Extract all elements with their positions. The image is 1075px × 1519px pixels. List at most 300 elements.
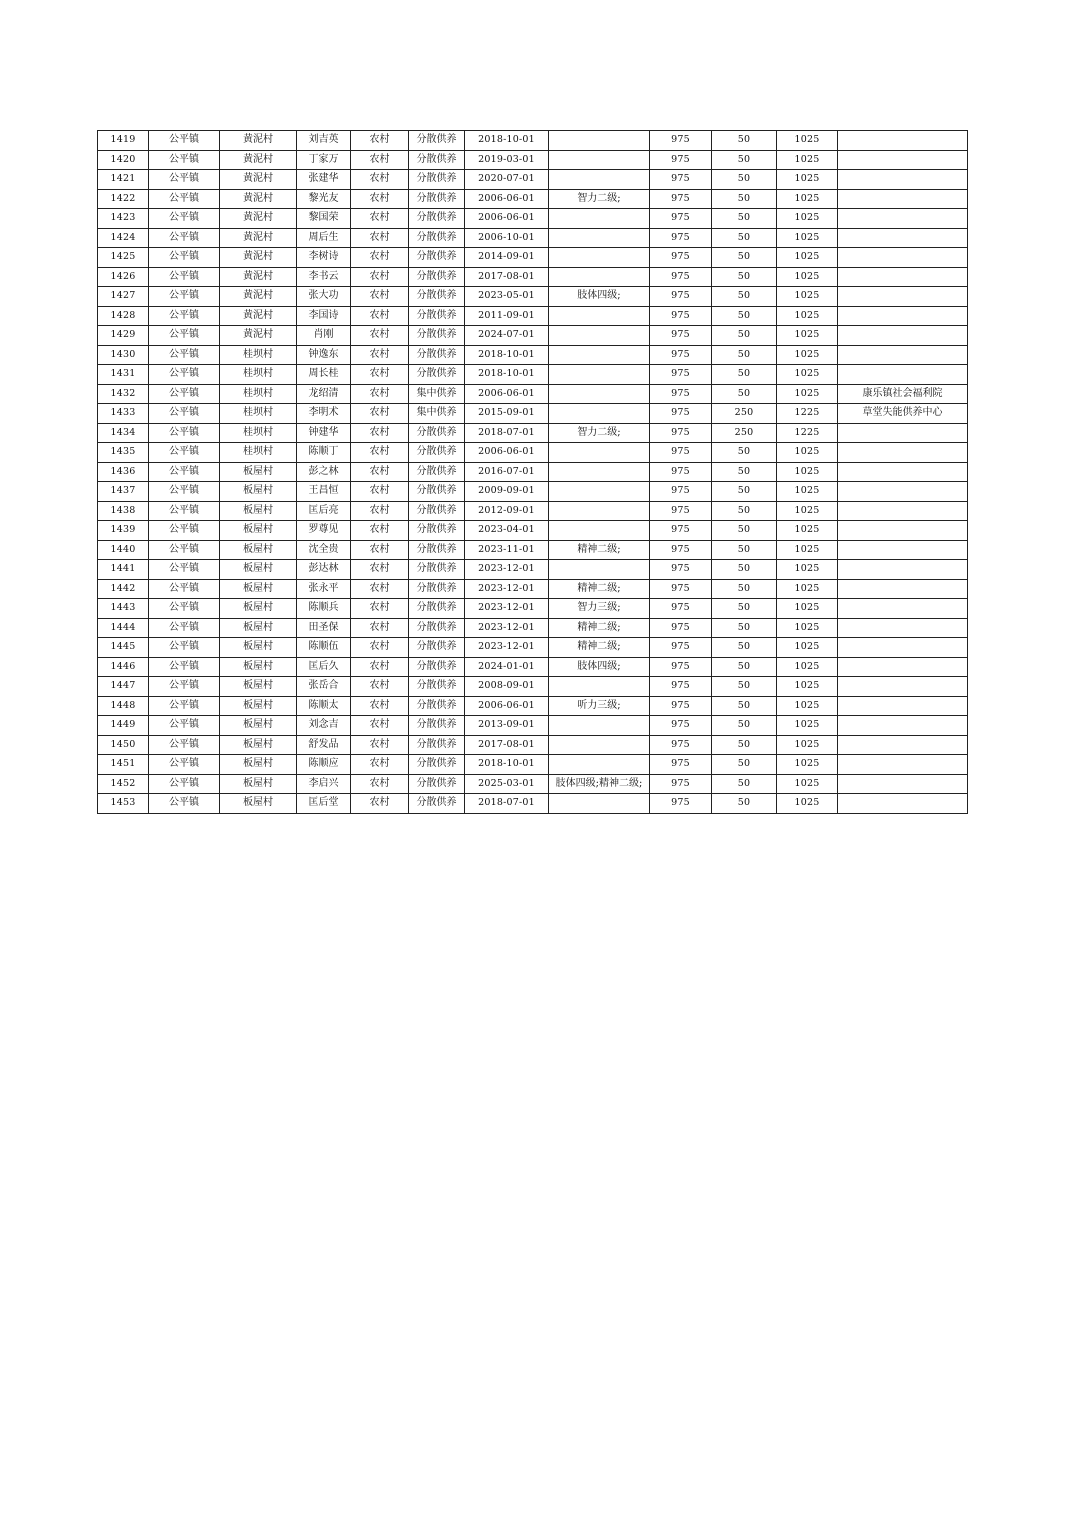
total-cell: 1025: [777, 599, 838, 619]
village-cell: 黄泥村: [220, 131, 297, 151]
village-cell: 桂坝村: [220, 404, 297, 424]
institution-cell: [838, 677, 968, 697]
institution-cell: [838, 579, 968, 599]
name-cell: 李启兴: [297, 774, 351, 794]
name-cell: 龙绍清: [297, 384, 351, 404]
base-amount-cell: 975: [650, 579, 712, 599]
village-cell: 板屋村: [220, 638, 297, 658]
name-cell: 黎光友: [297, 189, 351, 209]
base-amount-cell: 975: [650, 618, 712, 638]
total-cell: 1025: [777, 248, 838, 268]
village-cell: 桂坝村: [220, 345, 297, 365]
town-cell: 公平镇: [149, 189, 220, 209]
table-row: [98, 677, 968, 697]
town-cell: 公平镇: [149, 560, 220, 580]
subsidy-cell: 50: [712, 735, 777, 755]
village-cell: 黄泥村: [220, 287, 297, 307]
institution-cell: [838, 560, 968, 580]
town-cell: 公平镇: [149, 423, 220, 443]
seq-cell: 1425: [98, 248, 149, 268]
disability-cell: 听力三级;: [549, 696, 650, 716]
date-cell: 2018-10-01: [465, 345, 549, 365]
subsidy-cell: 50: [712, 774, 777, 794]
institution-cell: [838, 540, 968, 560]
name-cell: 罗尊见: [297, 521, 351, 541]
support-type-cell: 分散供养: [409, 755, 465, 775]
seq-cell: 1443: [98, 599, 149, 619]
table-row: [98, 404, 968, 424]
seq-cell: 1423: [98, 209, 149, 229]
disability-cell: [549, 501, 650, 521]
seq-cell: 1435: [98, 443, 149, 463]
base-amount-cell: 975: [650, 267, 712, 287]
name-cell: 李书云: [297, 267, 351, 287]
base-amount-cell: 975: [650, 170, 712, 190]
area-cell: 农村: [351, 170, 409, 190]
town-cell: 公平镇: [149, 618, 220, 638]
base-amount-cell: 975: [650, 482, 712, 502]
seq-cell: 1432: [98, 384, 149, 404]
support-type-cell: 分散供养: [409, 735, 465, 755]
name-cell: 陈顺太: [297, 696, 351, 716]
support-type-cell: 分散供养: [409, 521, 465, 541]
support-type-cell: 分散供养: [409, 345, 465, 365]
total-cell: 1025: [777, 482, 838, 502]
seq-cell: 1438: [98, 501, 149, 521]
subsidy-cell: 50: [712, 677, 777, 697]
base-amount-cell: 975: [650, 326, 712, 346]
seq-cell: 1434: [98, 423, 149, 443]
total-cell: 1025: [777, 560, 838, 580]
base-amount-cell: 975: [650, 462, 712, 482]
village-cell: 板屋村: [220, 716, 297, 736]
town-cell: 公平镇: [149, 638, 220, 658]
area-cell: 农村: [351, 150, 409, 170]
disability-cell: [549, 443, 650, 463]
date-cell: 2023-11-01: [465, 540, 549, 560]
table-row: [98, 540, 968, 560]
village-cell: 板屋村: [220, 618, 297, 638]
name-cell: 张建华: [297, 170, 351, 190]
disability-cell: [549, 404, 650, 424]
town-cell: 公平镇: [149, 365, 220, 385]
name-cell: 张岳合: [297, 677, 351, 697]
institution-cell: [838, 131, 968, 151]
subsidy-cell: 50: [712, 638, 777, 658]
name-cell: 彭之林: [297, 462, 351, 482]
base-amount-cell: 975: [650, 131, 712, 151]
disability-cell: [549, 794, 650, 814]
total-cell: 1025: [777, 716, 838, 736]
base-amount-cell: 975: [650, 423, 712, 443]
name-cell: 刘吉英: [297, 131, 351, 151]
disability-cell: [549, 326, 650, 346]
area-cell: 农村: [351, 306, 409, 326]
total-cell: 1025: [777, 677, 838, 697]
table-row: [98, 170, 968, 190]
town-cell: 公平镇: [149, 267, 220, 287]
disability-cell: [549, 345, 650, 365]
disability-cell: [549, 735, 650, 755]
total-cell: 1025: [777, 540, 838, 560]
date-cell: 2008-09-01: [465, 677, 549, 697]
subsidy-cell: 250: [712, 423, 777, 443]
table-row: [98, 306, 968, 326]
disability-cell: [549, 150, 650, 170]
support-type-cell: 分散供养: [409, 209, 465, 229]
base-amount-cell: 975: [650, 501, 712, 521]
institution-cell: [838, 501, 968, 521]
village-cell: 黄泥村: [220, 248, 297, 268]
subsidy-cell: 50: [712, 228, 777, 248]
institution-cell: [838, 774, 968, 794]
support-type-cell: 分散供养: [409, 579, 465, 599]
name-cell: 李明术: [297, 404, 351, 424]
village-cell: 黄泥村: [220, 228, 297, 248]
subsidy-cell: 50: [712, 365, 777, 385]
area-cell: 农村: [351, 774, 409, 794]
institution-cell: [838, 599, 968, 619]
total-cell: 1025: [777, 365, 838, 385]
disability-cell: [549, 560, 650, 580]
seq-cell: 1420: [98, 150, 149, 170]
roster-table: [97, 130, 968, 814]
institution-cell: [838, 482, 968, 502]
base-amount-cell: 975: [650, 189, 712, 209]
table-row: [98, 794, 968, 814]
base-amount-cell: 975: [650, 677, 712, 697]
support-type-cell: 分散供养: [409, 794, 465, 814]
support-type-cell: 分散供养: [409, 131, 465, 151]
disability-cell: [549, 131, 650, 151]
village-cell: 板屋村: [220, 774, 297, 794]
subsidy-cell: 50: [712, 345, 777, 365]
base-amount-cell: 975: [650, 696, 712, 716]
institution-cell: [838, 755, 968, 775]
institution-cell: [838, 189, 968, 209]
seq-cell: 1450: [98, 735, 149, 755]
name-cell: 匡后久: [297, 657, 351, 677]
date-cell: 2006-06-01: [465, 209, 549, 229]
area-cell: 农村: [351, 248, 409, 268]
table-row: [98, 345, 968, 365]
disability-cell: [549, 306, 650, 326]
seq-cell: 1430: [98, 345, 149, 365]
village-cell: 桂坝村: [220, 423, 297, 443]
support-type-cell: 分散供养: [409, 228, 465, 248]
town-cell: 公平镇: [149, 228, 220, 248]
subsidy-cell: 50: [712, 482, 777, 502]
base-amount-cell: 975: [650, 209, 712, 229]
disability-cell: 肢体四级;: [549, 657, 650, 677]
town-cell: 公平镇: [149, 326, 220, 346]
table-row: [98, 579, 968, 599]
roster-body: [98, 131, 968, 814]
support-type-cell: 分散供养: [409, 306, 465, 326]
area-cell: 农村: [351, 326, 409, 346]
seq-cell: 1437: [98, 482, 149, 502]
disability-cell: 智力三级;: [549, 599, 650, 619]
village-cell: 黄泥村: [220, 209, 297, 229]
date-cell: 2023-12-01: [465, 579, 549, 599]
date-cell: 2006-06-01: [465, 443, 549, 463]
date-cell: 2023-12-01: [465, 638, 549, 658]
area-cell: 农村: [351, 209, 409, 229]
disability-cell: 精神二级;: [549, 540, 650, 560]
village-cell: 板屋村: [220, 696, 297, 716]
subsidy-cell: 50: [712, 209, 777, 229]
town-cell: 公平镇: [149, 209, 220, 229]
date-cell: 2017-08-01: [465, 735, 549, 755]
table-row: [98, 326, 968, 346]
subsidy-cell: 50: [712, 131, 777, 151]
area-cell: 农村: [351, 560, 409, 580]
total-cell: 1025: [777, 735, 838, 755]
support-type-cell: 分散供养: [409, 287, 465, 307]
date-cell: 2006-06-01: [465, 189, 549, 209]
base-amount-cell: 975: [650, 560, 712, 580]
village-cell: 黄泥村: [220, 150, 297, 170]
seq-cell: 1436: [98, 462, 149, 482]
seq-cell: 1426: [98, 267, 149, 287]
total-cell: 1025: [777, 443, 838, 463]
seq-cell: 1445: [98, 638, 149, 658]
disability-cell: [549, 462, 650, 482]
date-cell: 2017-08-01: [465, 267, 549, 287]
disability-cell: 肢体四级;: [549, 287, 650, 307]
town-cell: 公平镇: [149, 540, 220, 560]
table-row: [98, 735, 968, 755]
area-cell: 农村: [351, 521, 409, 541]
disability-cell: [549, 521, 650, 541]
total-cell: 1025: [777, 228, 838, 248]
seq-cell: 1447: [98, 677, 149, 697]
table-row: [98, 287, 968, 307]
town-cell: 公平镇: [149, 287, 220, 307]
base-amount-cell: 975: [650, 365, 712, 385]
name-cell: 陈顺应: [297, 755, 351, 775]
date-cell: 2013-09-01: [465, 716, 549, 736]
date-cell: 2023-12-01: [465, 560, 549, 580]
subsidy-cell: 50: [712, 306, 777, 326]
subsidy-cell: 50: [712, 696, 777, 716]
subsidy-cell: 50: [712, 716, 777, 736]
town-cell: 公平镇: [149, 345, 220, 365]
disability-cell: [549, 209, 650, 229]
table-row: [98, 755, 968, 775]
disability-cell: 智力二级;: [549, 423, 650, 443]
village-cell: 板屋村: [220, 755, 297, 775]
total-cell: 1225: [777, 423, 838, 443]
area-cell: 农村: [351, 384, 409, 404]
date-cell: 2006-10-01: [465, 228, 549, 248]
support-type-cell: 分散供养: [409, 657, 465, 677]
village-cell: 板屋村: [220, 462, 297, 482]
institution-cell: [838, 345, 968, 365]
support-type-cell: 分散供养: [409, 774, 465, 794]
disability-cell: [549, 170, 650, 190]
town-cell: 公平镇: [149, 462, 220, 482]
table-row: [98, 696, 968, 716]
date-cell: 2023-04-01: [465, 521, 549, 541]
name-cell: 王昌恒: [297, 482, 351, 502]
subsidy-cell: 50: [712, 501, 777, 521]
date-cell: 2015-09-01: [465, 404, 549, 424]
total-cell: 1025: [777, 501, 838, 521]
name-cell: 钟逸东: [297, 345, 351, 365]
institution-cell: [838, 306, 968, 326]
disability-cell: [549, 267, 650, 287]
name-cell: 陈顺伍: [297, 638, 351, 658]
institution-cell: [838, 267, 968, 287]
date-cell: 2018-10-01: [465, 755, 549, 775]
name-cell: 陈顺兵: [297, 599, 351, 619]
table-row: [98, 657, 968, 677]
subsidy-cell: 50: [712, 599, 777, 619]
seq-cell: 1449: [98, 716, 149, 736]
institution-cell: 草堂失能供养中心: [838, 404, 968, 424]
institution-cell: [838, 618, 968, 638]
support-type-cell: 分散供养: [409, 170, 465, 190]
table-row: [98, 521, 968, 541]
subsidy-cell: 50: [712, 755, 777, 775]
name-cell: 张永平: [297, 579, 351, 599]
town-cell: 公平镇: [149, 774, 220, 794]
support-type-cell: 分散供养: [409, 677, 465, 697]
total-cell: 1025: [777, 326, 838, 346]
disability-cell: [549, 228, 650, 248]
table-row: [98, 443, 968, 463]
support-type-cell: 分散供养: [409, 560, 465, 580]
seq-cell: 1421: [98, 170, 149, 190]
name-cell: 刘念吉: [297, 716, 351, 736]
support-type-cell: 集中供养: [409, 404, 465, 424]
name-cell: 舒发品: [297, 735, 351, 755]
base-amount-cell: 975: [650, 716, 712, 736]
area-cell: 农村: [351, 131, 409, 151]
name-cell: 田圣保: [297, 618, 351, 638]
town-cell: 公平镇: [149, 579, 220, 599]
total-cell: 1025: [777, 306, 838, 326]
table-row: [98, 638, 968, 658]
total-cell: 1025: [777, 696, 838, 716]
support-type-cell: 分散供养: [409, 482, 465, 502]
subsidy-cell: 50: [712, 267, 777, 287]
village-cell: 黄泥村: [220, 170, 297, 190]
area-cell: 农村: [351, 599, 409, 619]
name-cell: 周长桂: [297, 365, 351, 385]
table-row: [98, 189, 968, 209]
village-cell: 板屋村: [220, 521, 297, 541]
support-type-cell: 分散供养: [409, 443, 465, 463]
area-cell: 农村: [351, 618, 409, 638]
support-type-cell: 分散供养: [409, 423, 465, 443]
date-cell: 2016-07-01: [465, 462, 549, 482]
disability-cell: 肢体四级;精神二级;: [549, 774, 650, 794]
seq-cell: 1448: [98, 696, 149, 716]
base-amount-cell: 975: [650, 774, 712, 794]
name-cell: 沈全贵: [297, 540, 351, 560]
total-cell: 1025: [777, 618, 838, 638]
seq-cell: 1429: [98, 326, 149, 346]
village-cell: 桂坝村: [220, 384, 297, 404]
support-type-cell: 分散供养: [409, 618, 465, 638]
institution-cell: [838, 716, 968, 736]
table-row: [98, 482, 968, 502]
town-cell: 公平镇: [149, 404, 220, 424]
table-row: [98, 560, 968, 580]
area-cell: 农村: [351, 228, 409, 248]
disability-cell: [549, 365, 650, 385]
seq-cell: 1439: [98, 521, 149, 541]
subsidy-cell: 50: [712, 462, 777, 482]
town-cell: 公平镇: [149, 657, 220, 677]
name-cell: 陈顺丁: [297, 443, 351, 463]
area-cell: 农村: [351, 579, 409, 599]
table-row: [98, 365, 968, 385]
institution-cell: [838, 209, 968, 229]
subsidy-cell: 50: [712, 521, 777, 541]
area-cell: 农村: [351, 677, 409, 697]
name-cell: 肖刚: [297, 326, 351, 346]
support-type-cell: 分散供养: [409, 501, 465, 521]
name-cell: 匡后堂: [297, 794, 351, 814]
support-type-cell: 分散供养: [409, 150, 465, 170]
total-cell: 1025: [777, 657, 838, 677]
village-cell: 板屋村: [220, 677, 297, 697]
date-cell: 2011-09-01: [465, 306, 549, 326]
subsidy-cell: 50: [712, 287, 777, 307]
date-cell: 2020-07-01: [465, 170, 549, 190]
village-cell: 板屋村: [220, 560, 297, 580]
town-cell: 公平镇: [149, 755, 220, 775]
total-cell: 1025: [777, 345, 838, 365]
date-cell: 2025-03-01: [465, 774, 549, 794]
area-cell: 农村: [351, 267, 409, 287]
village-cell: 板屋村: [220, 482, 297, 502]
disability-cell: [549, 716, 650, 736]
total-cell: 1025: [777, 150, 838, 170]
subsidy-cell: 50: [712, 326, 777, 346]
subsidy-cell: 50: [712, 248, 777, 268]
area-cell: 农村: [351, 755, 409, 775]
total-cell: 1025: [777, 209, 838, 229]
total-cell: 1025: [777, 794, 838, 814]
name-cell: 丁家万: [297, 150, 351, 170]
seq-cell: 1446: [98, 657, 149, 677]
total-cell: 1025: [777, 189, 838, 209]
town-cell: 公平镇: [149, 170, 220, 190]
base-amount-cell: 975: [650, 755, 712, 775]
total-cell: 1025: [777, 384, 838, 404]
name-cell: 李国诗: [297, 306, 351, 326]
name-cell: 黎国荣: [297, 209, 351, 229]
table-row: [98, 774, 968, 794]
town-cell: 公平镇: [149, 599, 220, 619]
town-cell: 公平镇: [149, 248, 220, 268]
area-cell: 农村: [351, 365, 409, 385]
support-type-cell: 分散供养: [409, 365, 465, 385]
seq-cell: 1440: [98, 540, 149, 560]
institution-cell: [838, 170, 968, 190]
seq-cell: 1452: [98, 774, 149, 794]
subsidy-cell: 50: [712, 384, 777, 404]
total-cell: 1025: [777, 521, 838, 541]
institution-cell: [838, 521, 968, 541]
institution-cell: [838, 423, 968, 443]
total-cell: 1025: [777, 755, 838, 775]
disability-cell: [549, 248, 650, 268]
